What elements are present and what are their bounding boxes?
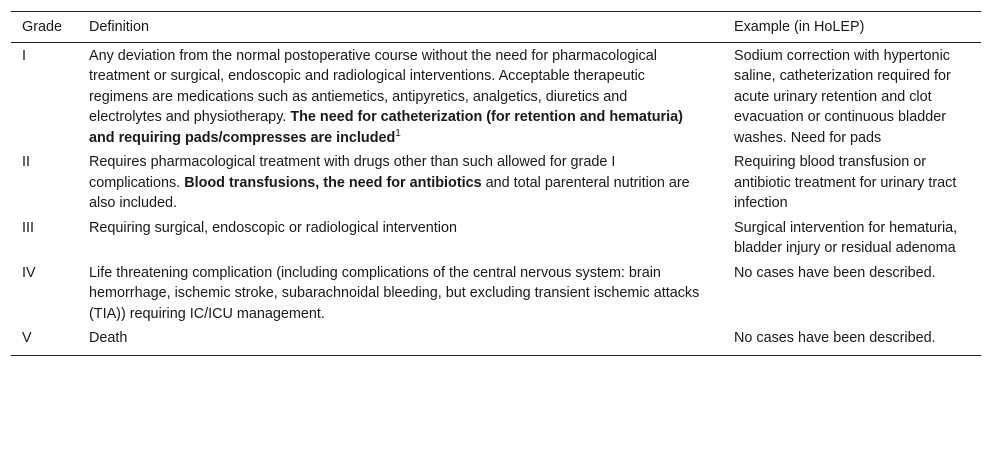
grade-cell: I <box>22 47 26 64</box>
example-cell: No cases have been described. <box>734 264 936 281</box>
table-row <box>11 261 981 327</box>
table-row <box>11 42 981 150</box>
table-row <box>11 150 981 216</box>
grading-table-container <box>11 11 981 356</box>
definition-cell <box>79 216 724 261</box>
grade-cell: II <box>22 154 30 170</box>
definition-text: Death <box>89 330 128 346</box>
definition-emphasis: Blood transfusions, the need for antibiotics <box>184 174 482 191</box>
footnote-marker: 1 <box>395 127 401 139</box>
definition-text: and total parenteral nutrition are also included. <box>89 174 690 211</box>
example-cell: No cases have been described. <box>724 326 981 355</box>
header-definition: Definition <box>79 12 724 43</box>
example-cell: Requiring blood transfusion or antibiotic treatment for urinary tract infection <box>734 154 957 211</box>
table-row <box>11 326 981 355</box>
complication-grading-table <box>11 11 981 356</box>
definition-cell <box>79 150 724 216</box>
definition-text: Life threatening complication (including complications of the central nervous system: brain hemorrhage, ischemic stroke, subarachnoidal bleeding, but excluding transient ischemic attacks (TIA)) requiring IC/ICU management. <box>89 264 700 322</box>
table-header <box>11 12 981 43</box>
header-grade: Grade <box>11 12 79 43</box>
table-row <box>11 216 981 261</box>
example-cell: Sodium correction with hypertonic saline, catheterization required for acute urinary retention and clot evacuation or continuous bladder washes. Need for pads <box>734 47 951 146</box>
definition-cell <box>79 261 724 327</box>
definition-cell <box>79 42 724 150</box>
header-row <box>11 12 981 43</box>
grade-cell: IV <box>22 264 36 281</box>
definition-emphasis: The need for catheterization (for retention and hematuria) and requiring pads/compresses are included <box>89 109 683 146</box>
definition-cell <box>79 326 724 355</box>
grade-cell: V <box>11 326 79 355</box>
example-cell: Surgical intervention for hematuria, bladder injury or residual adenoma <box>734 219 958 256</box>
header-example: Example (in HoLEP) <box>724 12 981 43</box>
table-body <box>11 42 981 355</box>
definition-text: Any deviation from the normal postoperative course without the need for pharmacological treatment or surgical, endoscopic and radiological interventions. Acceptable therapeutic regimens are medications such as antiemetics, antipyretics, analgetics, diuretics and electrolytes and physiotherapy. <box>89 47 657 125</box>
definition-text: Requiring surgical, endoscopic or radiological intervention <box>89 219 457 236</box>
grade-cell: III <box>22 219 34 236</box>
definition-text: Requires pharmacological treatment with drugs other than such allowed for grade I complications. <box>89 154 616 191</box>
